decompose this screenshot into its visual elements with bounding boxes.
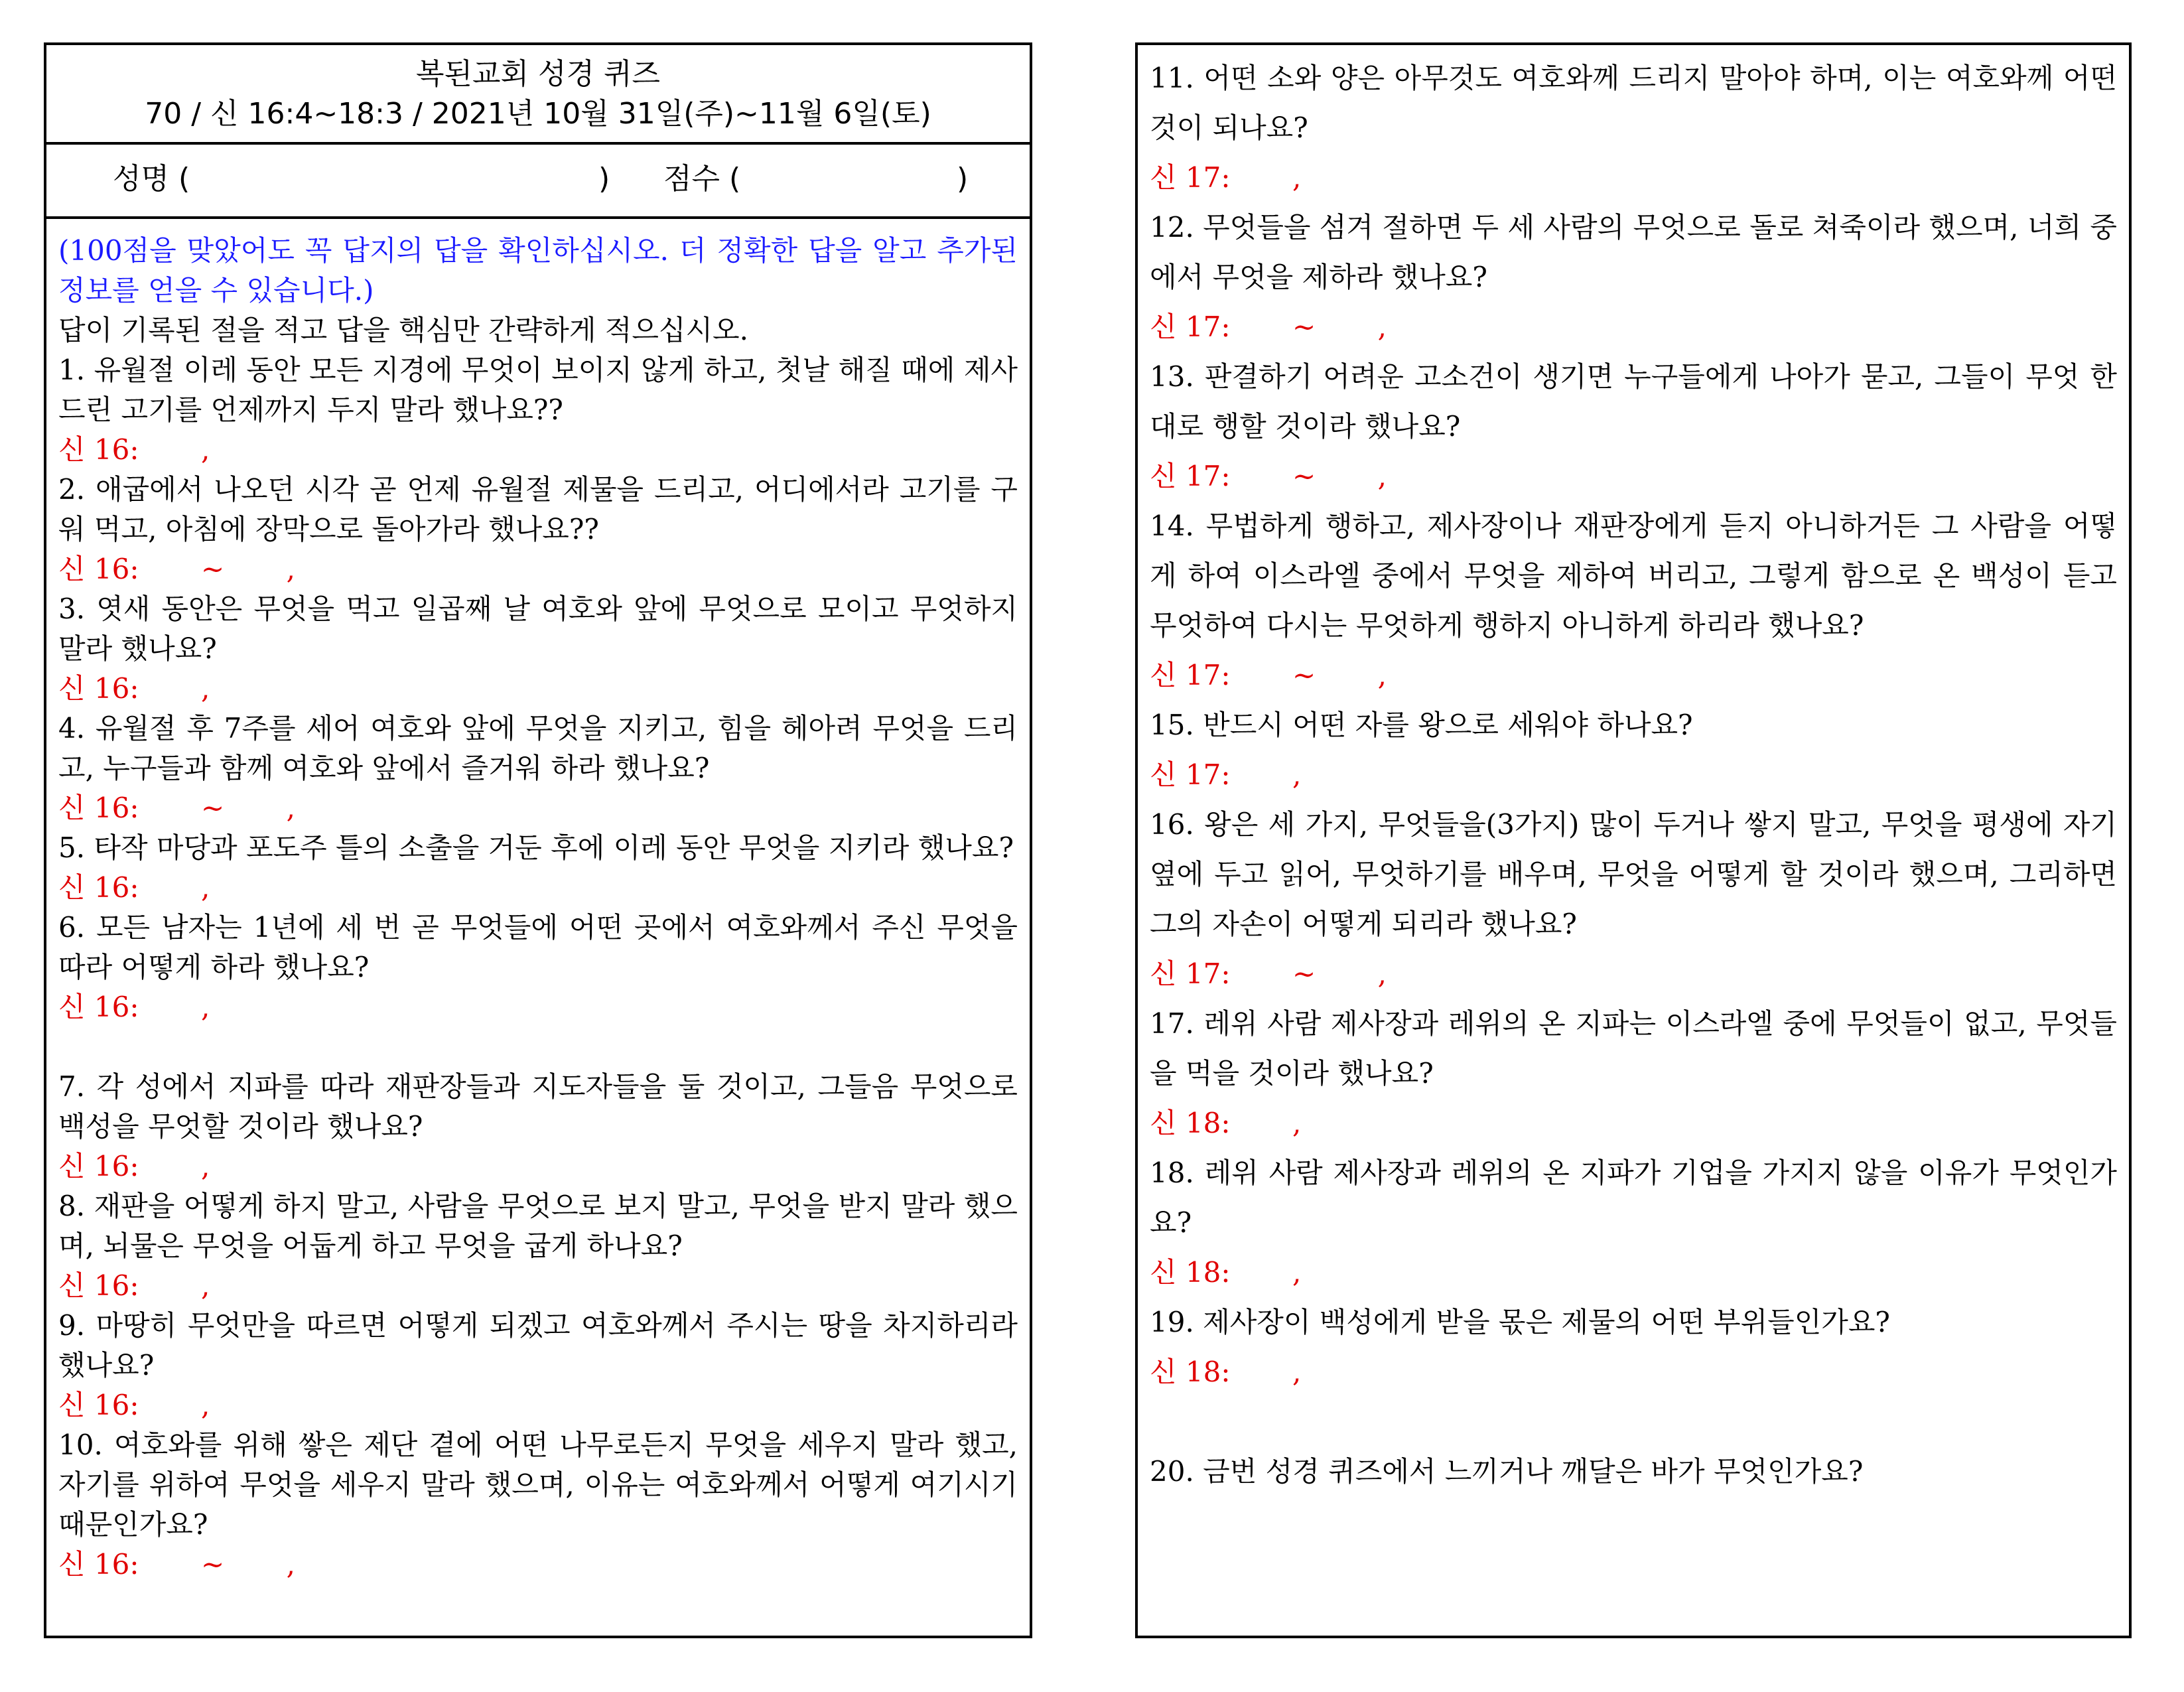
answer-line: 신 17: ~ , xyxy=(1150,311,1387,343)
answer-line: 신 16: , xyxy=(58,871,210,904)
question-text: 20. 금번 성경 퀴즈에서 느끼거나 깨달은 바가 무엇인가요? xyxy=(1150,1455,1864,1488)
question-text: 19. 제사장이 백성에게 받을 몫은 제물의 어떤 부위들인가요? xyxy=(1150,1306,1890,1338)
answer-line: 신 18: , xyxy=(1150,1107,1302,1139)
question-text: 13. 판결하기 어려운 고소건이 생기면 누구들에게 나아가 묻고, 그들이 무엇 한 대로 행할 것이라 했나요? xyxy=(1150,360,2117,443)
notice-text: (100점을 맞았어도 꼭 답지의 답을 확인하십시오. 더 정확한 답을 알고 추가된 정보를 얻을 수 있습니다.) xyxy=(58,234,1018,307)
answer-line: 신 18: , xyxy=(1150,1256,1302,1289)
question-text: 12. 무엇들을 섬겨 절하면 두 세 사람의 무엇으로 돌로 쳐죽이라 했으며, 너희 중에서 무엇을 제하라 했나요? xyxy=(1150,211,2117,293)
question-text: 4. 유월절 후 7주를 세어 여호와 앞에 무엇을 지키고, 힘을 헤아려 무엇을 드리고, 누구들과 함께 여호와 앞에서 즐거워 하라 했나요? xyxy=(58,712,1018,784)
instruction-text: 답이 기록된 절을 적고 답을 핵심만 간략하게 적으십시오. xyxy=(58,314,748,346)
answer-line: 신 16: , xyxy=(58,1269,210,1302)
quiz-title: 복된교회 성경 퀴즈 xyxy=(415,57,660,91)
answer-line: 신 17: ~ , xyxy=(1150,957,1387,990)
answer-line: 신 16: ~ , xyxy=(58,1548,295,1581)
question-text: 9. 마땅히 무엇만을 따르면 어떻게 되겠고 여호와께서 주시는 땅을 차지하리라 했나요? xyxy=(58,1309,1018,1381)
answer-line: 신 17: , xyxy=(1150,758,1302,791)
quiz-header xyxy=(46,45,1030,145)
name-label: 성명 ( xyxy=(113,162,190,196)
name-close: ) xyxy=(598,162,610,196)
answer-line: 신 17: ~ , xyxy=(1150,659,1387,691)
question-text: 10. 여호와를 위해 쌓은 제단 곁에 어떤 나무로든지 무엇을 세우지 말라 했고, 자기를 위하여 무엇을 세우지 말라 했으며, 이유는 여호와께서 어떻게 여기시기 때문인가요? xyxy=(58,1429,1018,1541)
answer-line: 신 18: , xyxy=(1150,1356,1302,1388)
answer-line: 신 16: , xyxy=(58,672,210,705)
left-question-list xyxy=(46,219,1030,1585)
question-text: 14. 무법하게 행하고, 제사장이나 재판장에게 듣지 아니하거든 그 사람을 어떻게 하여 이스라엘 중에서 무엇을 제하여 버리고, 그렇게 함으로 온 백성이 듣고 무엇하여 다시는 무엇하게 행하지 아니하게 하리라 했나요? xyxy=(1150,510,2117,642)
question-text: 15. 반드시 어떤 자를 왕으로 세워야 하나요? xyxy=(1150,709,1693,741)
answer-line: 신 16: , xyxy=(58,1150,210,1182)
question-text: 8. 재판을 어떻게 하지 말고, 사람을 무엇으로 보지 말고, 무엇을 받지 말라 했으며, 뇌물은 무엇을 어둡게 하고 무엇을 굽게 하나요? xyxy=(58,1190,1018,1262)
spacer xyxy=(1150,1397,2117,1446)
quiz-subtitle: 70 / 신 16:4~18:3 / 2021년 10월 31일(주)~11월 6일(토) xyxy=(145,97,931,131)
question-text: 17. 레위 사람 제사장과 레위의 온 지파는 이스라엘 중에 무엇들이 없고, 무엇들을 먹을 것이라 했나요? xyxy=(1150,1007,2117,1090)
left-quiz-panel xyxy=(44,42,1032,1638)
answer-line: 신 17: ~ , xyxy=(1150,460,1387,492)
answer-line: 신 16: , xyxy=(58,991,210,1023)
name-score-row xyxy=(46,145,1030,219)
question-text: 2. 애굽에서 나오던 시각 곧 언제 유월절 제물을 드리고, 어디에서라 고기를 구워 먹고, 아침에 장막으로 돌아가라 했나요?? xyxy=(58,473,1018,545)
question-text: 5. 타작 마당과 포도주 틀의 소출을 거둔 후에 이레 동안 무엇을 지키라 했나요? xyxy=(58,831,1014,864)
question-text: 7. 각 성에서 지파를 따라 재판장들과 지도자들을 둘 것이고, 그들음 무엇으로 백성을 무엇할 것이라 했나요? xyxy=(58,1070,1018,1143)
question-text: 6. 모든 남자는 1년에 세 번 곧 무엇들에 어떤 곳에서 여호와께서 주신 무엇을 따라 어떻게 하라 했나요? xyxy=(58,911,1018,983)
answer-line: 신 16: ~ , xyxy=(58,553,295,585)
answer-line: 신 16: , xyxy=(58,433,210,466)
spacer xyxy=(58,1027,1018,1067)
answer-line: 신 17: , xyxy=(1150,161,1302,194)
right-question-list xyxy=(1138,45,2129,1496)
score-close: ) xyxy=(957,162,969,196)
question-text: 11. 어떤 소와 양은 아무것도 여호와께 드리지 말아야 하며, 이는 여호와께 어떤 것이 되나요? xyxy=(1150,62,2117,144)
question-text: 16. 왕은 세 가지, 무엇들을(3가지) 많이 두거나 쌓지 말고, 무엇을 평생에 자기 옆에 두고 읽어, 무엇하기를 배우며, 무엇을 어떻게 할 것이라 했으며, 그리하면 그의 자손이 어떻게 되리라 했나요? xyxy=(1150,808,2117,940)
question-text: 3. 엿새 동안은 무엇을 먹고 일곱째 날 여호와 앞에 무엇으로 모이고 무엇하지 말라 했나요? xyxy=(58,593,1018,665)
score-label: 점수 ( xyxy=(663,162,741,196)
answer-line: 신 16: , xyxy=(58,1389,210,1421)
question-text: 18. 레위 사람 제사장과 레위의 온 지파가 기업을 가지지 않을 이유가 무엇인가요? xyxy=(1150,1157,2117,1239)
question-text: 1. 유월절 이레 동안 모든 지경에 무엇이 보이지 않게 하고, 첫날 해질 때에 제사 드린 고기를 언제까지 두지 말라 했나요?? xyxy=(58,354,1018,426)
right-quiz-panel xyxy=(1135,42,2132,1638)
answer-line: 신 16: ~ , xyxy=(58,792,295,824)
